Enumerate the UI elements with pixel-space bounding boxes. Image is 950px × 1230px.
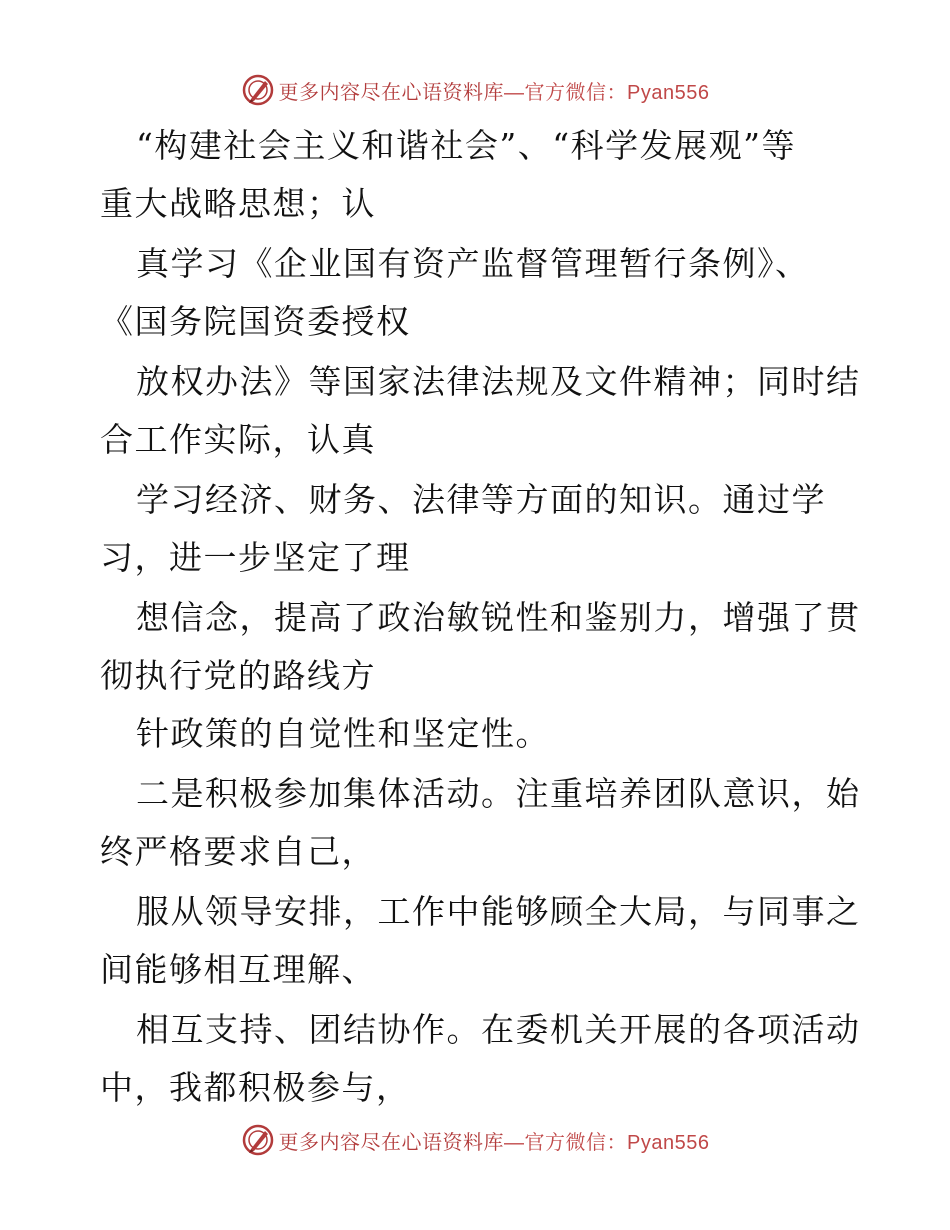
- body-line: 彻执行党的路线方: [100, 656, 376, 695]
- body-line: 二是积极参加集体活动。注重培养团队意识，始: [136, 774, 861, 813]
- footer-watermark: [0, 1120, 950, 1160]
- watermark-brand: 更多内容尽在心语资料库: [278, 79, 505, 104]
- pen-logo-icon: [241, 1123, 275, 1157]
- body-line: 中，我都积极参与，: [100, 1068, 411, 1107]
- body-line: 终严格要求自己，: [100, 832, 376, 871]
- body-line: 学习经济、财务、法律等方面的知识。通过学: [136, 480, 826, 519]
- watermark-text: [279, 1126, 710, 1155]
- body-line: 间能够相互理解、: [100, 950, 376, 989]
- watermark-contact: —官方微信：Pyan556: [504, 1131, 710, 1154]
- body-line: “构建社会主义和谐社会”、“科学发展观”等: [136, 126, 796, 165]
- body-line: 真学习《企业国有资产监督管理暂行条例》、: [136, 244, 810, 283]
- body-line: 《国务院国资委授权: [100, 302, 411, 341]
- body-line: 服从领导安排，工作中能够顾全大局，与同事之: [136, 892, 861, 931]
- watermark-contact: —官方微信：Pyan556: [504, 81, 710, 104]
- body-line: 重大战略思想；认: [100, 184, 376, 223]
- body-line: 放权办法》等国家法律法规及文件精神；同时结: [136, 362, 861, 401]
- body-line: 针政策的自觉性和坚定性。: [136, 714, 550, 753]
- body-line: 想信念，提高了政治敏锐性和鉴别力，增强了贯: [136, 598, 861, 637]
- body-line: 合工作实际，认真: [100, 420, 376, 459]
- body-line: 相互支持、团结协作。在委机关开展的各项活动: [136, 1010, 861, 1049]
- watermark-brand: 更多内容尽在心语资料库: [278, 1129, 505, 1154]
- body-line: 习，进一步坚定了理: [100, 538, 411, 577]
